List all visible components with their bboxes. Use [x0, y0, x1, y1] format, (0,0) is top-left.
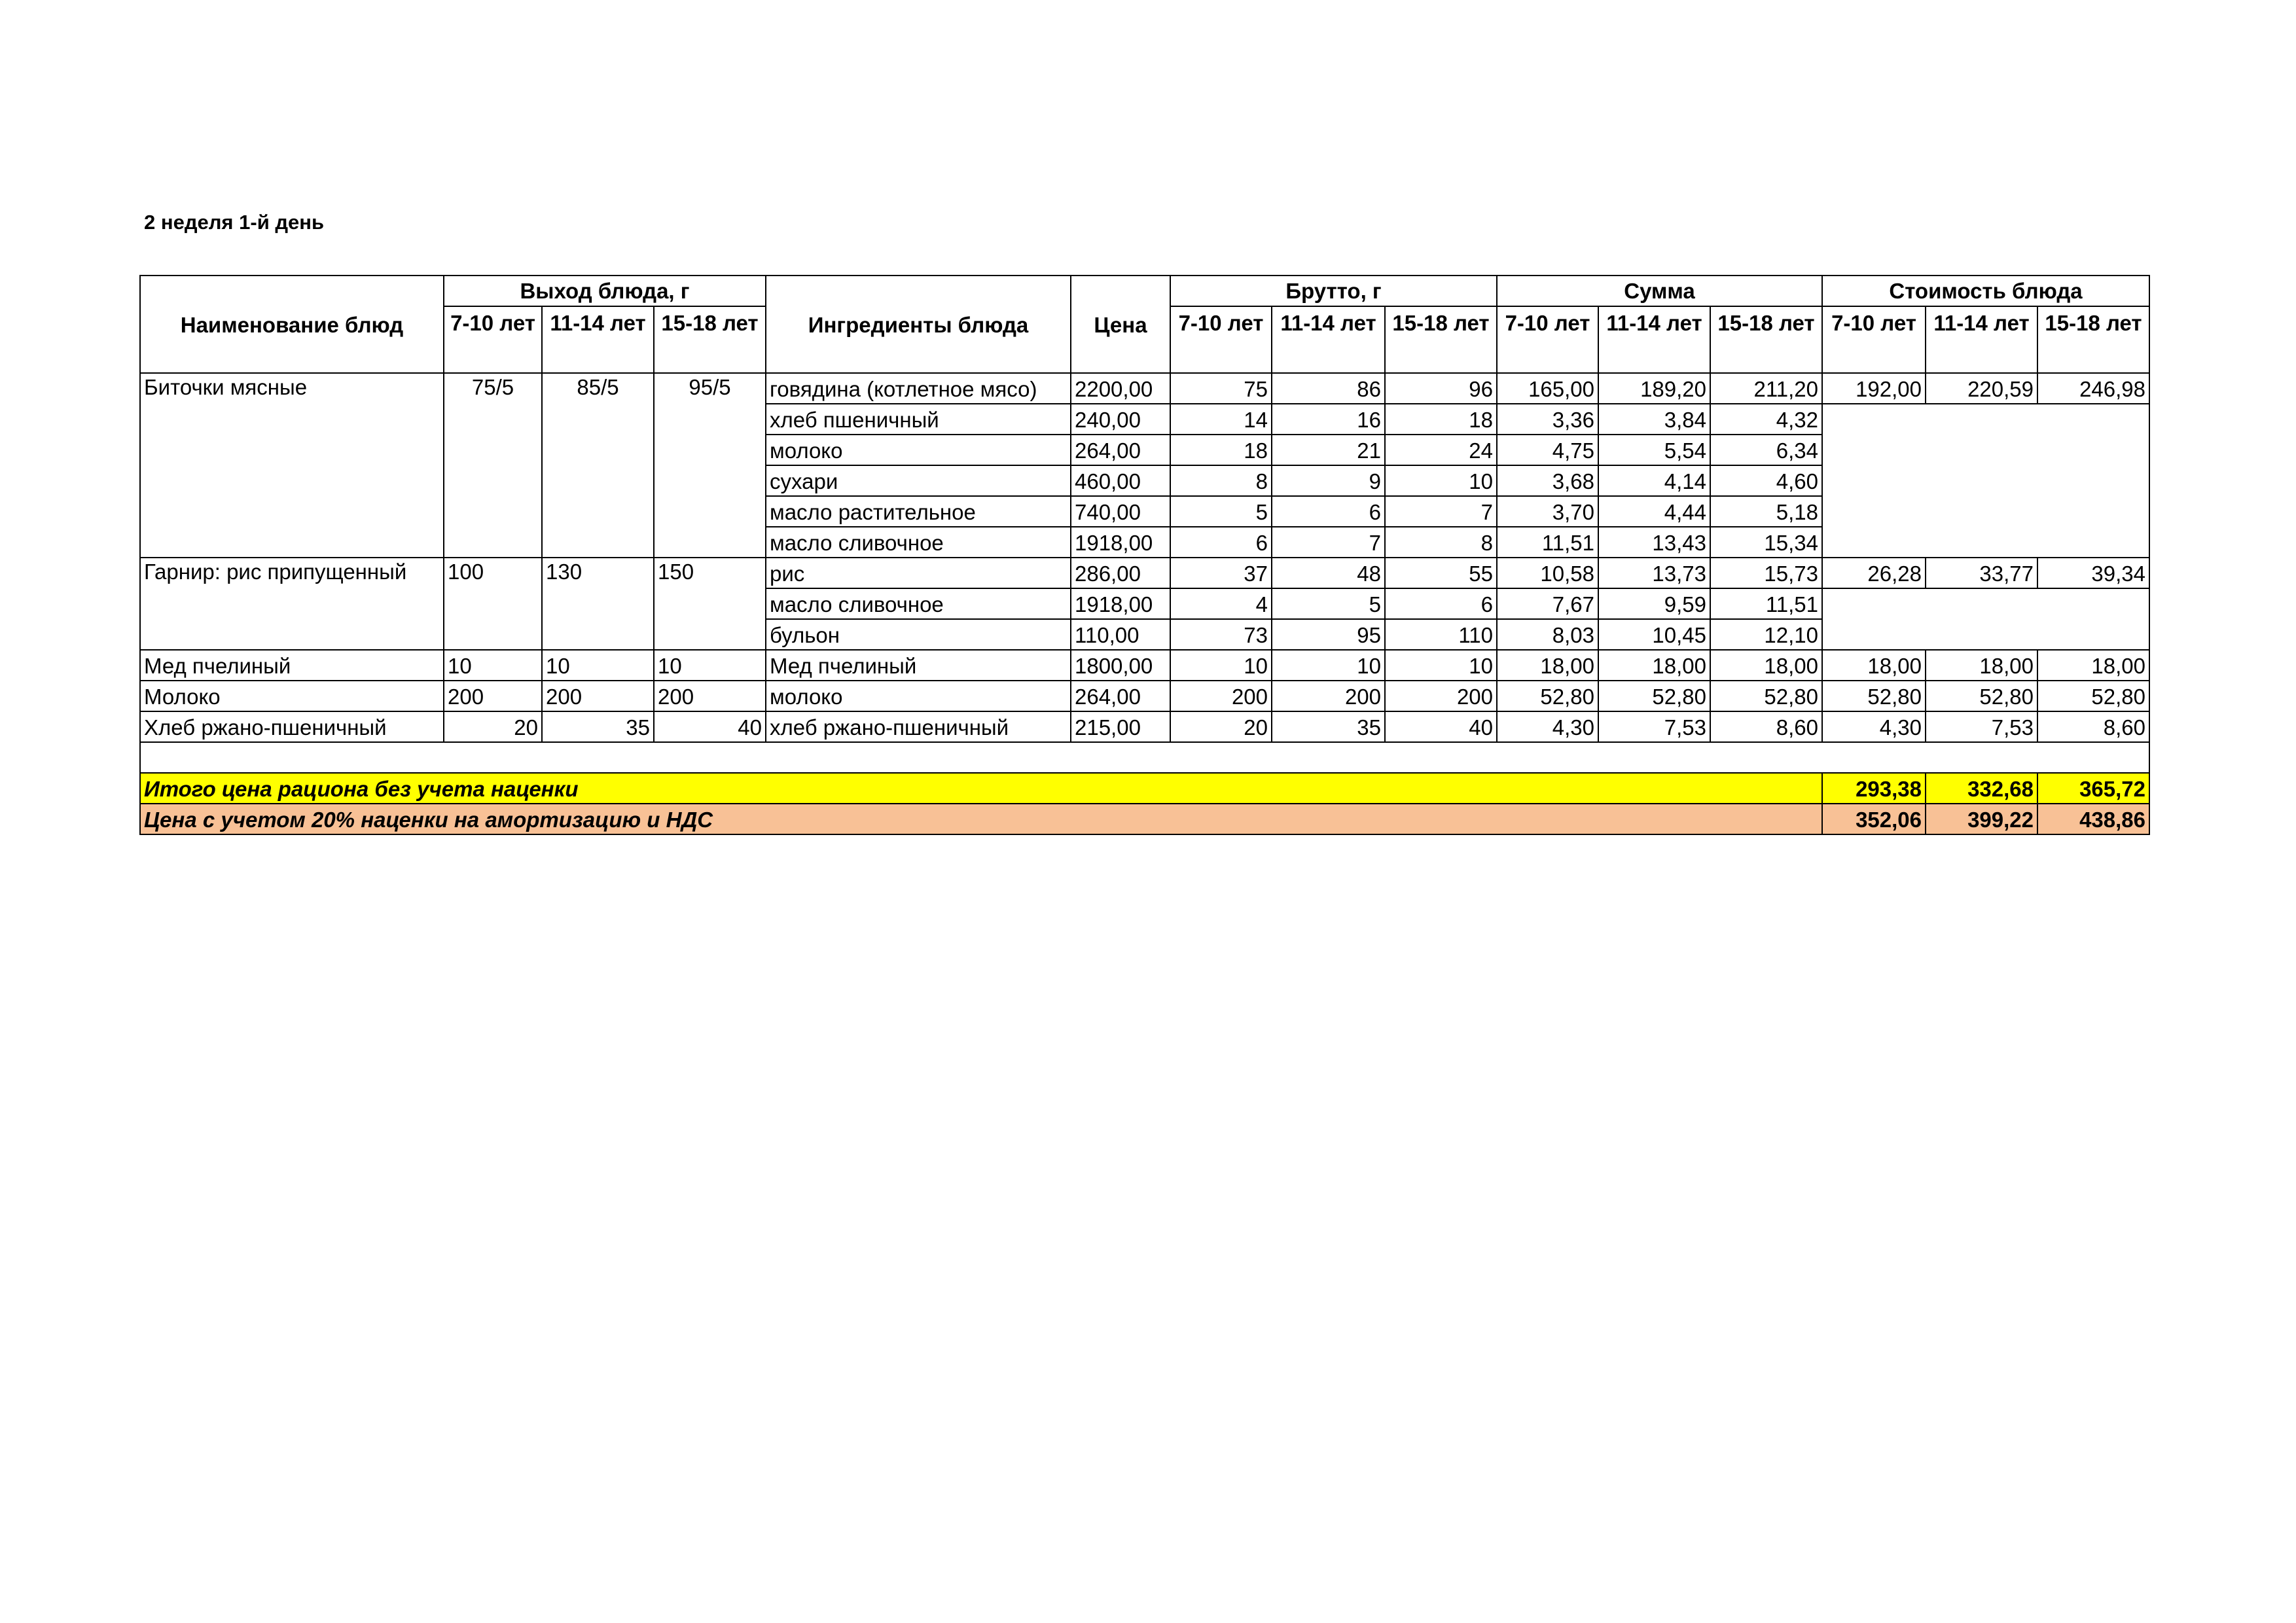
cost-value: 26,28	[1822, 558, 1926, 588]
ingredient-price: 1800,00	[1071, 650, 1170, 681]
page-title: 2 неделя 1-й день	[144, 211, 325, 234]
ingredient-name: сухари	[766, 465, 1071, 496]
sum-value: 6,34	[1710, 435, 1822, 465]
ingredient-price: 240,00	[1071, 404, 1170, 435]
ingredient-name: масло сливочное	[766, 588, 1071, 619]
total-label: Итого цена рациона без учета наценки	[140, 773, 1822, 804]
gross-value: 10	[1385, 465, 1497, 496]
ingredient-name: рис	[766, 558, 1071, 588]
ingredient-price: 110,00	[1071, 619, 1170, 650]
cost-value: 18,00	[1926, 650, 2037, 681]
dish-output: 150	[654, 558, 766, 650]
ingredient-name: хлеб ржано-пшеничный	[766, 711, 1071, 742]
gross-value: 4	[1170, 588, 1272, 619]
sum-value: 7,53	[1598, 711, 1710, 742]
markup-value: 399,22	[1926, 804, 2037, 834]
markup-label: Цена с учетом 20% наценки на амортизацию и НДС	[140, 804, 1822, 834]
sum-value: 10,58	[1497, 558, 1598, 588]
sum-value: 11,51	[1497, 527, 1598, 558]
age-header: 15-18 лет	[654, 306, 766, 373]
ingredient-price: 286,00	[1071, 558, 1170, 588]
sum-value: 8,03	[1497, 619, 1598, 650]
sum-value: 15,34	[1710, 527, 1822, 558]
dish-name: Гарнир: рис припущенный	[140, 558, 444, 650]
gross-value: 8	[1170, 465, 1272, 496]
cost-value: 33,77	[1926, 558, 2037, 588]
dish-output: 35	[542, 711, 654, 742]
gross-value: 5	[1272, 588, 1385, 619]
gross-value: 10	[1170, 650, 1272, 681]
table-row	[140, 558, 2149, 588]
cost-value: 220,59	[1926, 373, 2037, 404]
gross-value: 48	[1272, 558, 1385, 588]
age-header: 7-10 лет	[1170, 306, 1272, 373]
gross-value: 10	[1385, 650, 1497, 681]
cost-value: 4,30	[1822, 711, 1926, 742]
dish-output: 95/5	[654, 373, 766, 558]
total-row	[140, 773, 2149, 804]
table-row	[140, 373, 2149, 404]
sum-value: 9,59	[1598, 588, 1710, 619]
sum-value: 13,73	[1598, 558, 1710, 588]
gross-value: 95	[1272, 619, 1385, 650]
gross-value: 200	[1385, 681, 1497, 711]
age-header: 11-14 лет	[542, 306, 654, 373]
gross-value: 110	[1385, 619, 1497, 650]
sum-value: 3,84	[1598, 404, 1710, 435]
sum-value: 8,60	[1710, 711, 1822, 742]
age-header: 15-18 лет	[1710, 306, 1822, 373]
gross-value: 21	[1272, 435, 1385, 465]
ingredient-price: 1918,00	[1071, 527, 1170, 558]
dish-output: 100	[444, 558, 542, 650]
blank-row	[140, 742, 2149, 773]
gross-value: 6	[1385, 588, 1497, 619]
sum-value: 211,20	[1710, 373, 1822, 404]
ingredient-price: 460,00	[1071, 465, 1170, 496]
sum-value: 52,80	[1710, 681, 1822, 711]
gross-value: 24	[1385, 435, 1497, 465]
gross-value: 10	[1272, 650, 1385, 681]
ingredient-price: 2200,00	[1071, 373, 1170, 404]
sum-value: 4,44	[1598, 496, 1710, 527]
gross-value: 86	[1272, 373, 1385, 404]
cost-value: 18,00	[1822, 650, 1926, 681]
sum-value: 10,45	[1598, 619, 1710, 650]
sum-header: Сумма	[1497, 276, 1822, 306]
gross-value: 200	[1272, 681, 1385, 711]
gross-value: 96	[1385, 373, 1497, 404]
cost-value: 7,53	[1926, 711, 2037, 742]
gross-value: 5	[1170, 496, 1272, 527]
cost-value: 52,80	[2037, 681, 2149, 711]
markup-row	[140, 804, 2149, 834]
cost-value: 52,80	[1926, 681, 2037, 711]
ingredient-price: 1918,00	[1071, 588, 1170, 619]
markup-value: 438,86	[2037, 804, 2149, 834]
sum-value: 13,43	[1598, 527, 1710, 558]
dish-output: 200	[654, 681, 766, 711]
table-row	[140, 650, 2149, 681]
age-header: 7-10 лет	[444, 306, 542, 373]
dish-output: 20	[444, 711, 542, 742]
gross-value: 200	[1170, 681, 1272, 711]
dish-output: 200	[542, 681, 654, 711]
menu-cost-table	[139, 275, 2150, 835]
sum-value: 3,68	[1497, 465, 1598, 496]
ingredient-name: Мед пчелиный	[766, 650, 1071, 681]
ingredient-name: масло сливочное	[766, 527, 1071, 558]
cost-empty-cell	[1822, 588, 2149, 650]
dish-output: 130	[542, 558, 654, 650]
total-value: 332,68	[1926, 773, 2037, 804]
dish-output: 75/5	[444, 373, 542, 558]
age-header: 11-14 лет	[1272, 306, 1385, 373]
age-header: 11-14 лет	[1598, 306, 1710, 373]
price-header: Цена	[1071, 276, 1170, 373]
table-row	[140, 681, 2149, 711]
dish-output: 10	[444, 650, 542, 681]
gross-value: 20	[1170, 711, 1272, 742]
blank-cell	[140, 742, 2149, 773]
ingredient-name: хлеб пшеничный	[766, 404, 1071, 435]
output-header: Выход блюда, г	[444, 276, 766, 306]
gross-value: 75	[1170, 373, 1272, 404]
dish-output: 10	[542, 650, 654, 681]
dish-name: Хлеб ржано-пшеничный	[140, 711, 444, 742]
total-value: 293,38	[1822, 773, 1926, 804]
gross-value: 7	[1385, 496, 1497, 527]
sum-value: 3,70	[1497, 496, 1598, 527]
ingredient-name: бульон	[766, 619, 1071, 650]
sum-value: 189,20	[1598, 373, 1710, 404]
dish-output: 40	[654, 711, 766, 742]
sum-value: 165,00	[1497, 373, 1598, 404]
sum-value: 18,00	[1598, 650, 1710, 681]
sum-value: 52,80	[1598, 681, 1710, 711]
sum-value: 4,14	[1598, 465, 1710, 496]
gross-value: 73	[1170, 619, 1272, 650]
sum-value: 4,60	[1710, 465, 1822, 496]
ingredient-name: масло растительное	[766, 496, 1071, 527]
gross-value: 40	[1385, 711, 1497, 742]
gross-value: 9	[1272, 465, 1385, 496]
sum-value: 18,00	[1497, 650, 1598, 681]
ingredient-price: 215,00	[1071, 711, 1170, 742]
gross-value: 6	[1170, 527, 1272, 558]
cost-value: 52,80	[1822, 681, 1926, 711]
header-row-1	[140, 276, 2149, 306]
dish-output: 10	[654, 650, 766, 681]
gross-value: 18	[1170, 435, 1272, 465]
age-header: 7-10 лет	[1822, 306, 1926, 373]
sum-value: 11,51	[1710, 588, 1822, 619]
table-row	[140, 711, 2149, 742]
dish-name: Мед пчелиный	[140, 650, 444, 681]
dish-name: Биточки мясные	[140, 373, 444, 558]
cost-value: 18,00	[2037, 650, 2149, 681]
gross-value: 16	[1272, 404, 1385, 435]
gross-value: 7	[1272, 527, 1385, 558]
ingredient-name: молоко	[766, 681, 1071, 711]
sum-value: 4,32	[1710, 404, 1822, 435]
cost-value: 192,00	[1822, 373, 1926, 404]
ingredient-name: молоко	[766, 435, 1071, 465]
ingredient-name: говядина (котлетное мясо)	[766, 373, 1071, 404]
ingredient-price: 740,00	[1071, 496, 1170, 527]
sum-value: 18,00	[1710, 650, 1822, 681]
sum-value: 3,36	[1497, 404, 1598, 435]
sum-value: 5,54	[1598, 435, 1710, 465]
cost-header: Стоимость блюда	[1822, 276, 2149, 306]
dish-output: 200	[444, 681, 542, 711]
dish-output: 85/5	[542, 373, 654, 558]
cost-value: 39,34	[2037, 558, 2149, 588]
dish-name: Молоко	[140, 681, 444, 711]
ingredient-price: 264,00	[1071, 435, 1170, 465]
gross-value: 37	[1170, 558, 1272, 588]
gross-value: 14	[1170, 404, 1272, 435]
ingredient-price: 264,00	[1071, 681, 1170, 711]
gross-value: 55	[1385, 558, 1497, 588]
sum-value: 12,10	[1710, 619, 1822, 650]
gross-header: Брутто, г	[1170, 276, 1497, 306]
gross-value: 8	[1385, 527, 1497, 558]
age-header: 15-18 лет	[1385, 306, 1497, 373]
gross-value: 6	[1272, 496, 1385, 527]
sum-value: 4,75	[1497, 435, 1598, 465]
cost-empty-cell	[1822, 404, 2149, 558]
sum-value: 7,67	[1497, 588, 1598, 619]
ingredients-header: Ингредиенты блюда	[766, 276, 1071, 373]
age-header: 11-14 лет	[1926, 306, 2037, 373]
age-header: 7-10 лет	[1497, 306, 1598, 373]
markup-value: 352,06	[1822, 804, 1926, 834]
cost-value: 246,98	[2037, 373, 2149, 404]
dish-name-header: Наименование блюд	[140, 276, 444, 373]
sum-value: 52,80	[1497, 681, 1598, 711]
sum-value: 5,18	[1710, 496, 1822, 527]
total-value: 365,72	[2037, 773, 2149, 804]
age-header: 15-18 лет	[2037, 306, 2149, 373]
cost-value: 8,60	[2037, 711, 2149, 742]
gross-value: 18	[1385, 404, 1497, 435]
sum-value: 4,30	[1497, 711, 1598, 742]
sum-value: 15,73	[1710, 558, 1822, 588]
gross-value: 35	[1272, 711, 1385, 742]
